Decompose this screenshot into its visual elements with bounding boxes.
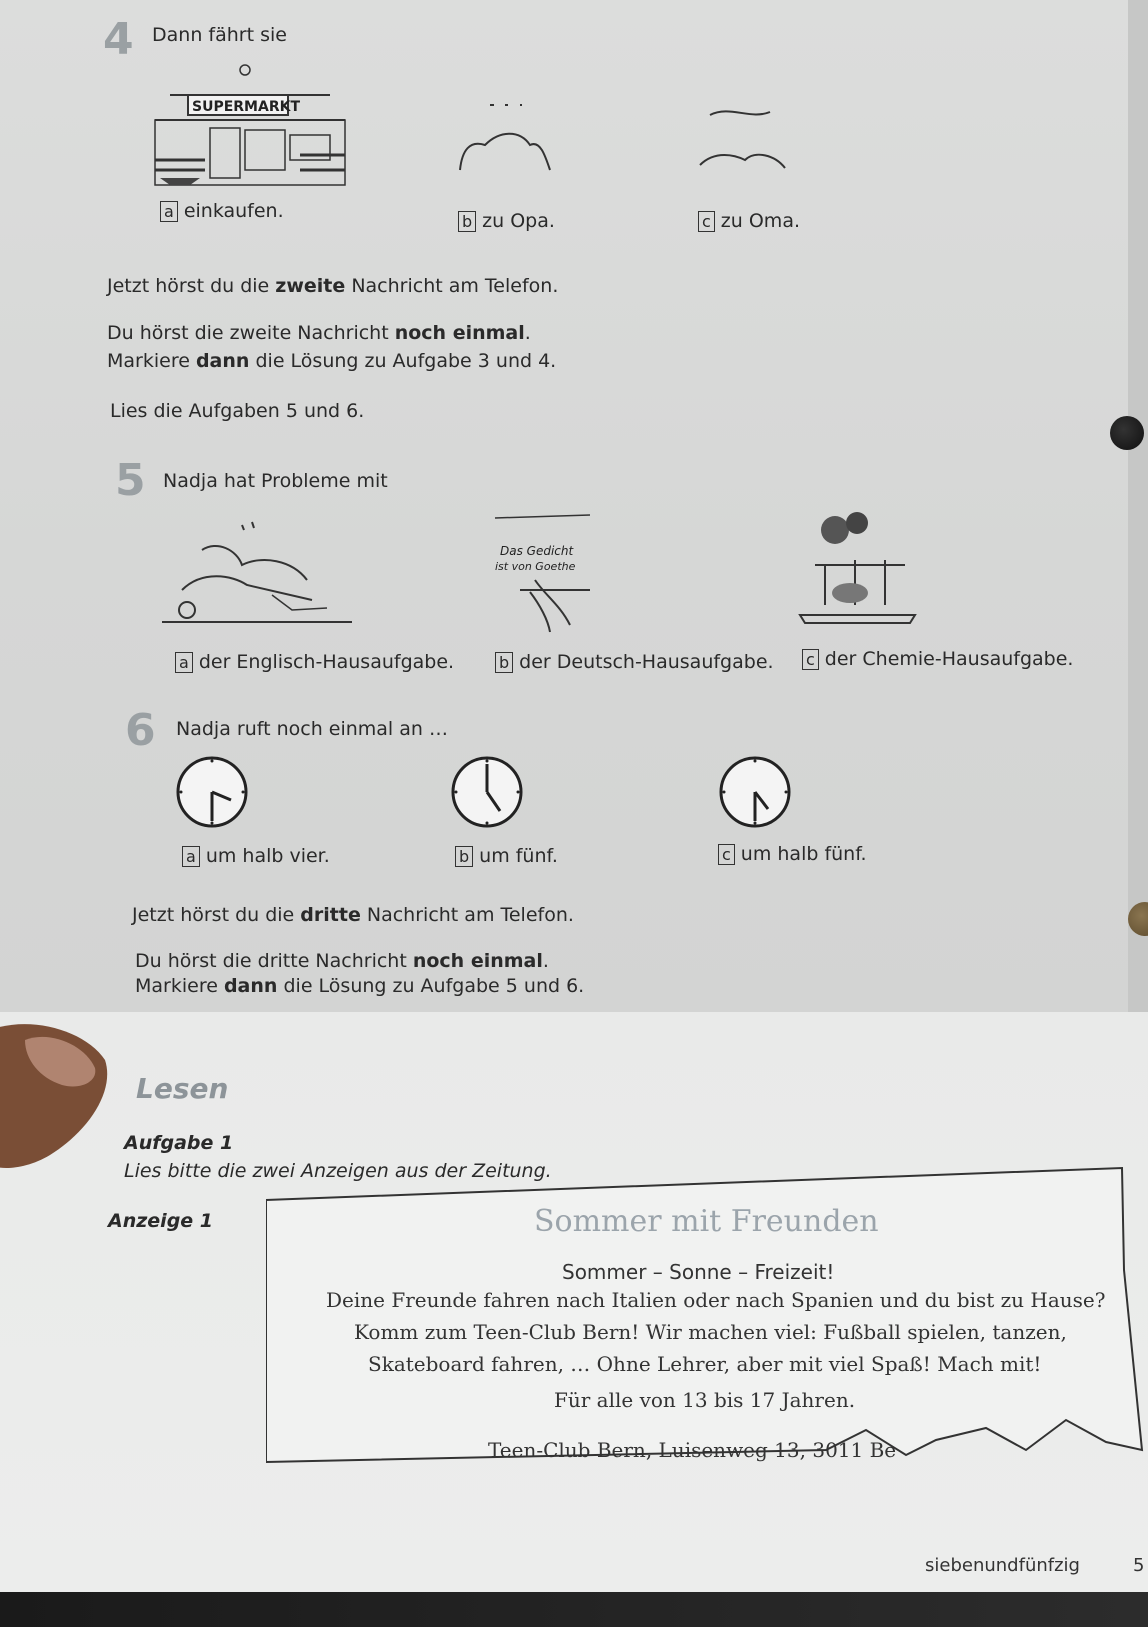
- ad-address: Teen-Club Bern, Luisenweg 13, 3011 Be: [488, 1438, 897, 1462]
- page-number: 5: [1133, 1555, 1145, 1576]
- exercise-number-4: 4: [103, 14, 134, 65]
- german-homework-illustration: [490, 510, 610, 635]
- instruction-line: Du hörst die zweite Nachricht noch einmal.: [107, 322, 531, 344]
- option-text: der Deutsch-Hausaufgabe.: [519, 651, 774, 673]
- option-letter: b: [458, 211, 476, 232]
- ad-body-line: Skateboard fahren, … Ohne Lehrer, aber mit viel Spaß! Mach mit!: [368, 1352, 1042, 1376]
- option-letter: a: [182, 846, 200, 867]
- option-text: zu Oma.: [720, 210, 800, 232]
- newspaper-ad-1: [266, 1160, 1146, 1480]
- option-letter: b: [495, 652, 513, 673]
- clock-icon: [175, 755, 249, 829]
- chemistry-homework-illustration: [795, 505, 925, 625]
- ad-subtitle: Sommer – Sonne – Freizeit!: [562, 1260, 835, 1284]
- option-letter: b: [455, 846, 473, 867]
- supermarket-sign-text: SUPERMARKT: [192, 99, 301, 115]
- exercise-6-option-a[interactable]: [182, 845, 330, 867]
- exercise-5-option-c[interactable]: [802, 648, 1073, 670]
- table-surface: [0, 1592, 1148, 1627]
- instruction-line: Markiere dann die Lösung zu Aufgabe 5 und 6.: [135, 975, 585, 997]
- page-edge: [1128, 0, 1148, 1012]
- exercise-4-option-c[interactable]: [698, 210, 800, 232]
- exercise-4-option-a[interactable]: [160, 200, 284, 222]
- exercise-6-option-c[interactable]: [718, 843, 867, 865]
- exercise-number-6: 6: [125, 705, 156, 756]
- clock-icon: [718, 755, 792, 829]
- instruction-line: Lies die Aufgaben 5 und 6.: [110, 400, 365, 422]
- ad-body-line: Komm zum Teen-Club Bern! Wir machen viel: Fußball spielen, tanzen,: [354, 1320, 1067, 1344]
- instruction-line: Markiere dann die Lösung zu Aufgabe 3 und 4.: [107, 350, 557, 372]
- page-number-word: siebenundfünfzig: [925, 1555, 1080, 1576]
- exercise-6-prompt: Nadja ruft noch einmal an …: [176, 718, 448, 740]
- instruction-line: Jetzt hörst du die dritte Nachricht am Telefon.: [132, 904, 574, 926]
- ad-label: Anzeige 1: [108, 1210, 214, 1232]
- option-text: der Englisch-Hausaufgabe.: [198, 651, 455, 673]
- option-text: um halb vier.: [205, 845, 330, 867]
- exercise-6-option-b[interactable]: [455, 845, 558, 867]
- ad-body-line: Für alle von 13 bis 17 Jahren.: [554, 1388, 856, 1412]
- exercise-4-prompt: Dann fährt sie: [152, 24, 287, 46]
- paper-text-line1: Das Gedicht: [500, 544, 574, 558]
- option-letter: c: [802, 649, 819, 670]
- thumb-photo-artifact: [0, 1020, 115, 1170]
- instruction-line: Du hörst die dritte Nachricht noch einmal.: [135, 950, 549, 972]
- option-text: um halb fünf.: [740, 843, 867, 865]
- option-text: der Chemie-Hausaufgabe.: [824, 648, 1074, 670]
- option-letter: a: [160, 201, 178, 222]
- ad-body-line: Deine Freunde fahren nach Italien oder nach Spanien und du bist zu Hause?: [326, 1288, 1106, 1312]
- exercise-4-option-b[interactable]: [458, 210, 555, 232]
- paper-text-line2: ist von Goethe: [495, 560, 576, 573]
- option-text: zu Opa.: [482, 210, 555, 232]
- task-label: Aufgabe 1: [124, 1132, 234, 1154]
- exercise-5-option-a[interactable]: [175, 651, 454, 673]
- oma-illustration: [690, 100, 800, 180]
- section-heading-lesen: Lesen: [136, 1072, 229, 1105]
- option-text: einkaufen.: [183, 200, 284, 222]
- task-instruction: Lies bitte die zwei Anzeigen aus der Zeitung.: [124, 1160, 552, 1182]
- clock-icon: [450, 755, 524, 829]
- supermarket-illustration: [150, 60, 350, 190]
- english-homework-illustration: [162, 510, 357, 625]
- instruction-line: Jetzt hörst du die zweite Nachricht am Telefon.: [107, 275, 559, 297]
- option-letter: c: [718, 844, 735, 865]
- exercise-number-5: 5: [115, 455, 146, 506]
- option-letter: c: [698, 211, 715, 232]
- option-text: um fünf.: [479, 845, 558, 867]
- exercise-5-option-b[interactable]: [495, 651, 774, 673]
- ad-title: Sommer mit Freunden: [534, 1204, 879, 1239]
- opa-illustration: [450, 100, 560, 180]
- audio-track-dot: [1110, 416, 1144, 450]
- option-letter: a: [175, 652, 193, 673]
- exercise-5-prompt: Nadja hat Probleme mit: [163, 470, 388, 492]
